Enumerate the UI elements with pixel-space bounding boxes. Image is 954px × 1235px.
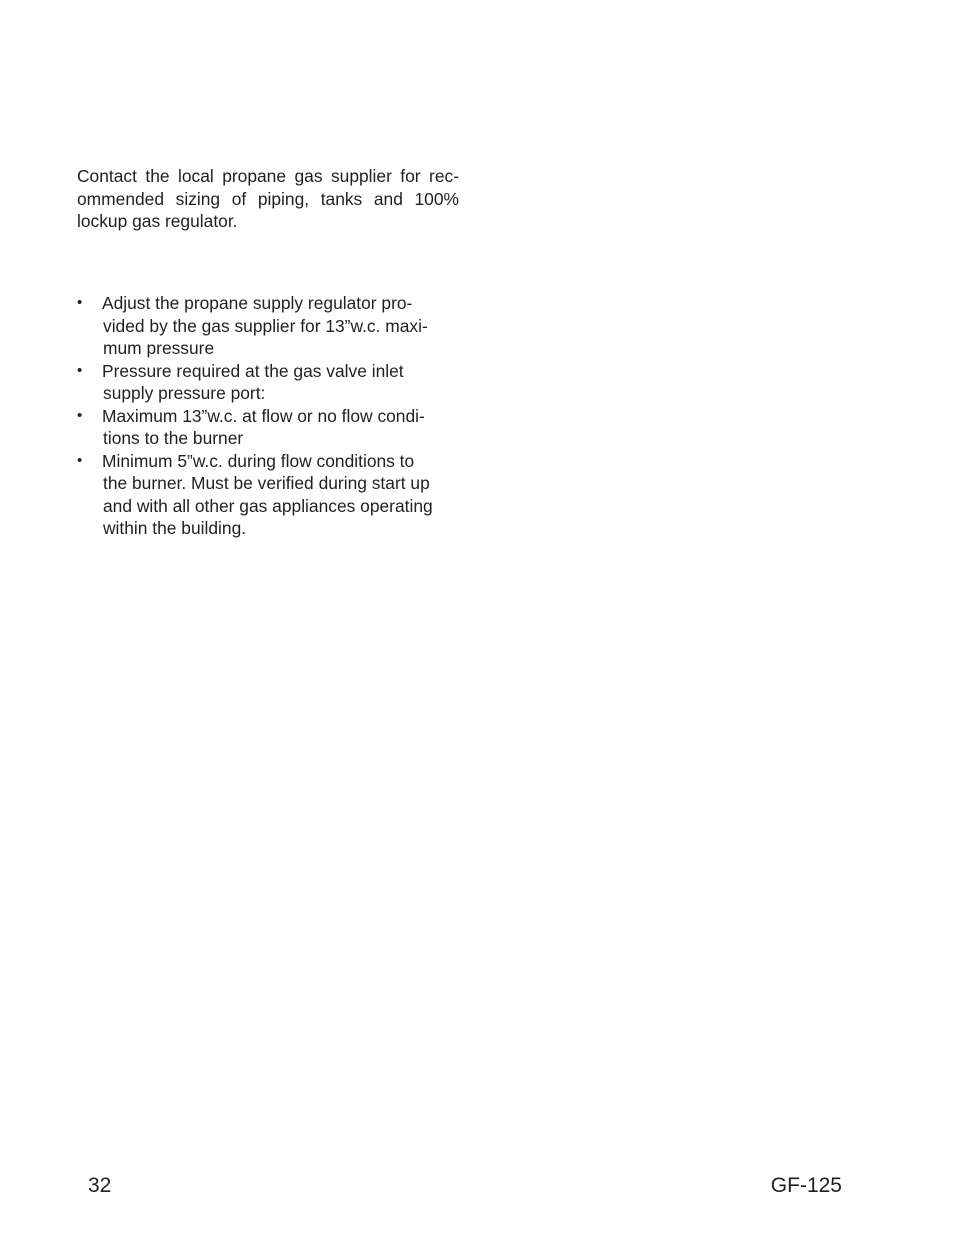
list-item-line: vided by the gas supplier for 13”w.c. maxi- <box>103 315 428 336</box>
bullet-icon: • <box>77 406 83 424</box>
list-item <box>77 292 467 360</box>
list-item <box>77 360 467 405</box>
intro-line: ommended sizing of piping, tanks and 100% <box>77 188 459 209</box>
bullet-icon: • <box>77 361 83 379</box>
list-item <box>77 450 467 540</box>
list-item-line: Maximum 13”w.c. at flow or no flow condi- <box>102 405 425 426</box>
list-item <box>77 405 467 450</box>
document-code: GF-125 <box>770 1174 842 1197</box>
list-item-line: Adjust the propane supply regulator pro- <box>102 293 413 313</box>
list-item-line: tions to the burner <box>103 428 244 448</box>
intro-line: lockup gas regulator. <box>77 211 238 231</box>
list-item-line: mum pressure <box>103 338 215 358</box>
list-item-line: and with all other gas appliances operating <box>103 495 433 516</box>
list-item-line: Pressure required at the gas valve inlet <box>102 360 404 381</box>
list-item-line: the burner. Must be verified during start up <box>103 473 430 493</box>
bullet-icon: • <box>77 294 83 311</box>
bullet-icon: • <box>77 451 83 469</box>
list-item-line: supply pressure port: <box>103 383 266 403</box>
requirements-bullet-list <box>77 292 467 540</box>
intro-line: Contact the local propane gas supplier for rec- <box>77 166 459 186</box>
page-number: 32 <box>88 1174 112 1197</box>
list-item-line: Minimum 5”w.c. during flow conditions to <box>102 450 415 471</box>
intro-paragraph <box>77 165 459 233</box>
list-item-line: within the building. <box>103 518 247 538</box>
